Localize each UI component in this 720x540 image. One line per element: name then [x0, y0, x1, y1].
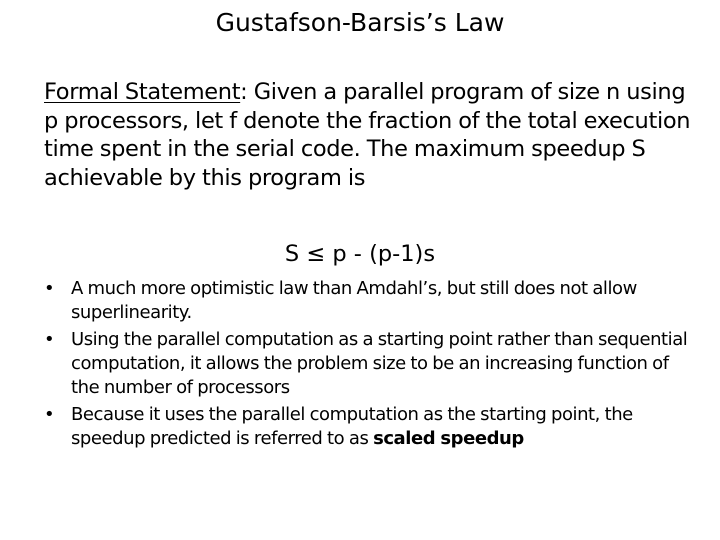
bullet-icon: •	[44, 329, 55, 350]
bullet-item	[44, 328, 694, 400]
speedup-formula: S ≤ p - (p-1)s	[284, 241, 436, 267]
statement-body: : Given a parallel program of size n using p processors, let f denote the fraction of the total execution time spent in the serial code. The maximum speedup S achievable by this program is	[44, 79, 691, 191]
bullet-icon: •	[44, 278, 55, 299]
statement-lead: Formal Statement	[44, 79, 241, 105]
scaled-speedup-term: scaled speedup	[373, 428, 524, 449]
bullet-icon: •	[44, 404, 55, 425]
bullet-text: Using the parallel computation as a starting point rather than sequential computation, it allows the problem size to be an increasing function of the number of processors	[71, 329, 688, 398]
slide-title: Gustafson-Barsis’s Law	[215, 8, 505, 37]
bullet-text: A much more optimistic law than Amdahl’s, but still does not allow superlinearity.	[71, 278, 637, 323]
formal-statement-paragraph	[44, 78, 694, 192]
bullet-item	[44, 277, 694, 325]
bullet-item	[44, 403, 694, 451]
bullet-text: Because it uses the parallel computation as the starting point, the speedup predicted is referred to as	[71, 404, 633, 449]
bullet-list	[44, 277, 694, 454]
